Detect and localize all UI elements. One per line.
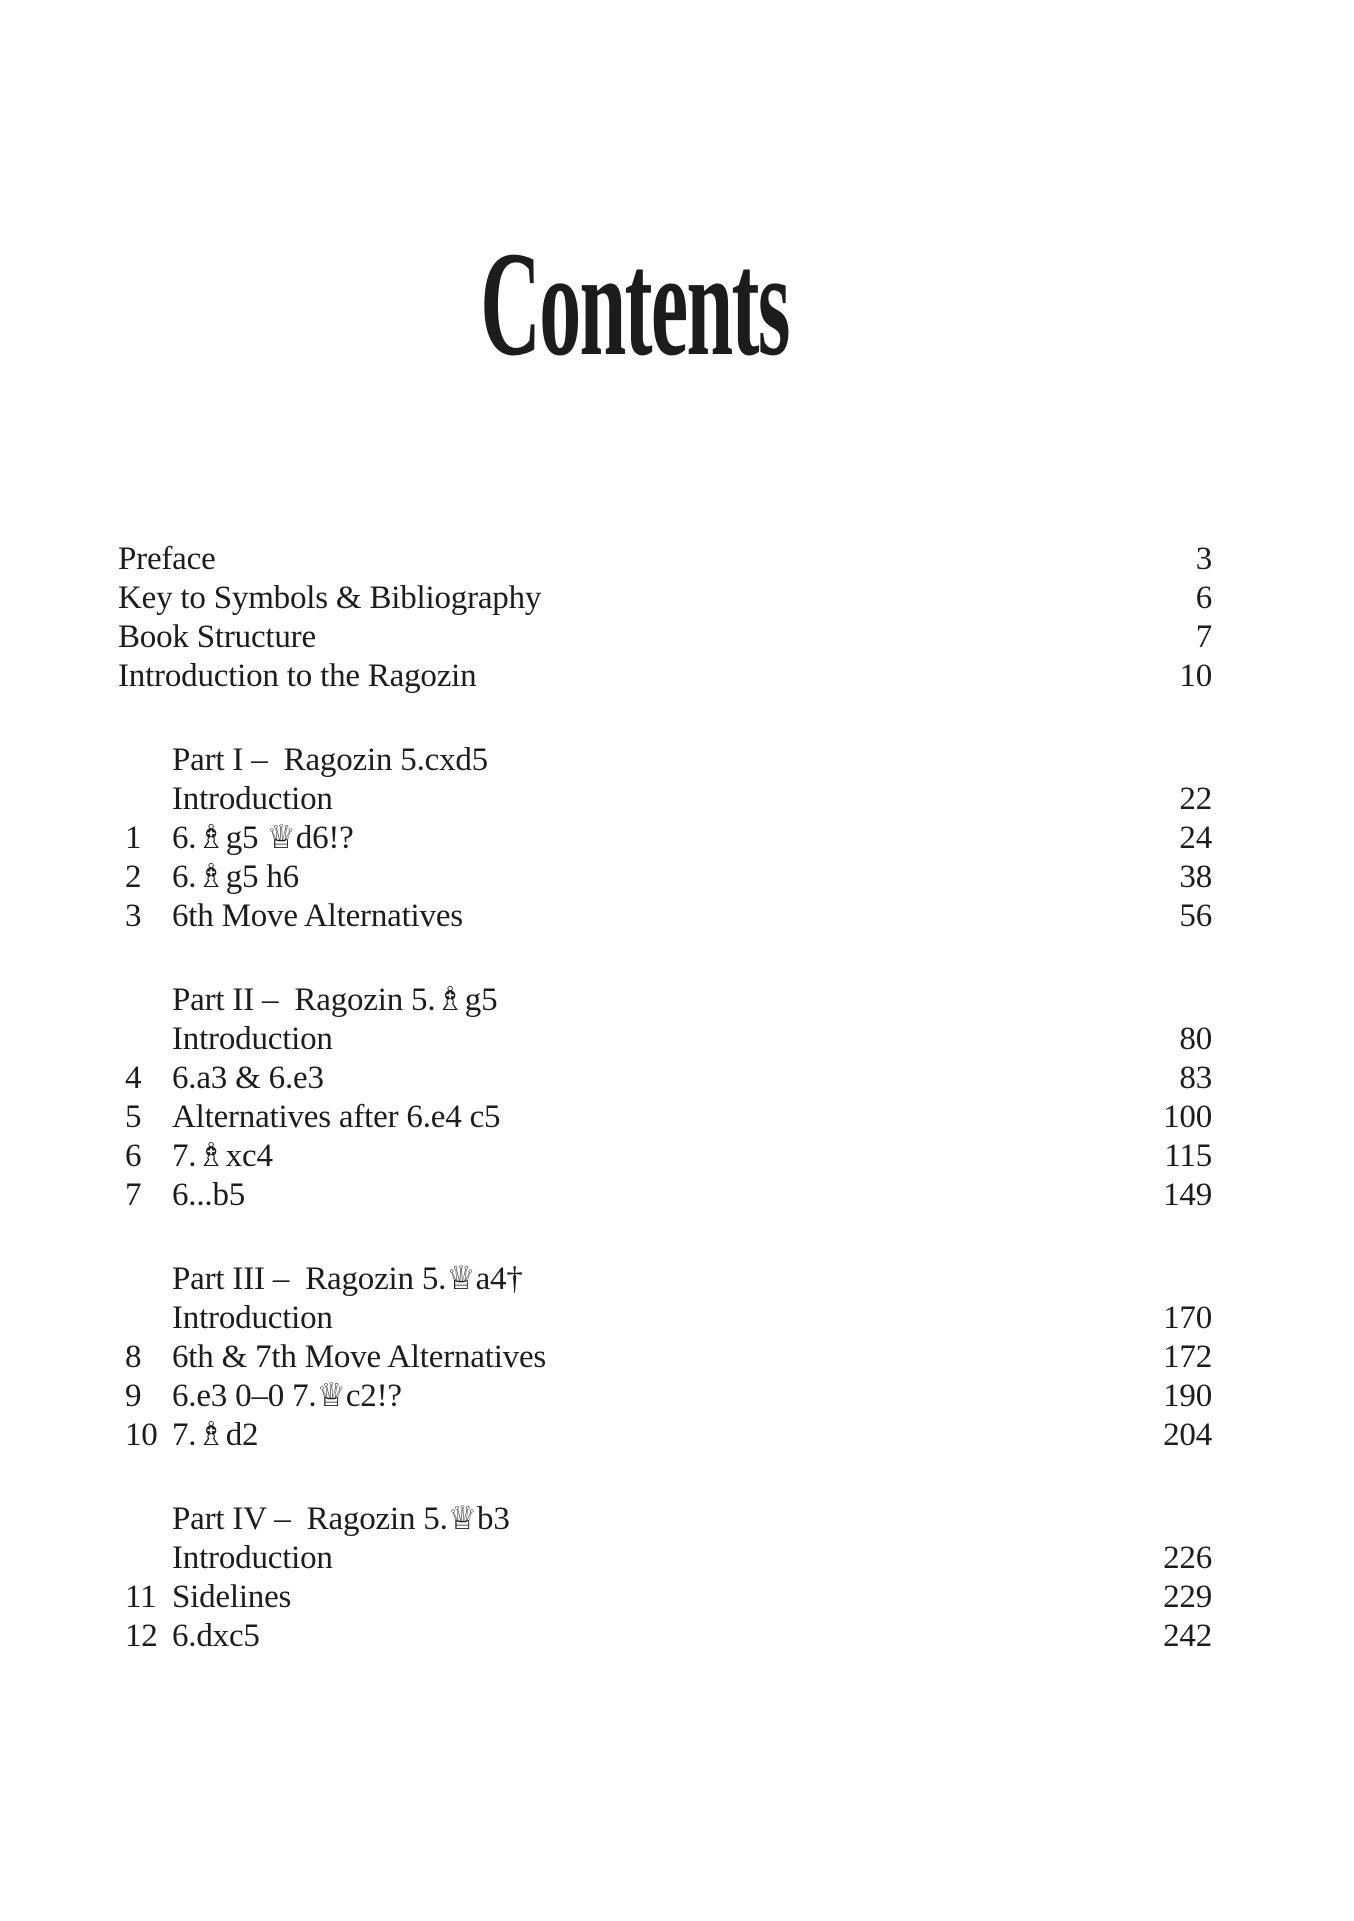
entry-title: 6th & 7th Move Alternatives: [172, 1339, 547, 1375]
entry-title: Sidelines: [172, 1579, 292, 1615]
part-heading-text: Part IV – Ragozin 5.♕b3: [172, 1501, 510, 1537]
entry-page: 242: [1163, 1618, 1212, 1654]
toc-entry: [118, 819, 1212, 858]
entry-page: 56: [1179, 898, 1212, 934]
entry-page: 100: [1163, 1099, 1212, 1135]
entry-number: 2: [125, 859, 142, 895]
part-2-section: [118, 981, 1212, 1215]
entry-page: 80: [1179, 1021, 1212, 1057]
entry-page: 172: [1163, 1339, 1212, 1375]
entry-title: Introduction: [172, 781, 333, 817]
entry-page: 38: [1179, 859, 1212, 895]
toc-entry: [118, 1377, 1212, 1416]
entry-number: 6: [125, 1138, 142, 1174]
toc-entry: [118, 657, 1212, 696]
entry-page: 6: [1195, 580, 1212, 616]
entry-title: 6.e3 0–0 7.♕c2!?: [172, 1378, 402, 1414]
part-4-section: [118, 1500, 1212, 1656]
entry-title: 6...b5: [172, 1177, 246, 1213]
front-matter: [118, 540, 1212, 696]
entry-title: Introduction to the Ragozin: [118, 658, 477, 694]
part-3-section: [118, 1260, 1212, 1455]
entry-page: 24: [1179, 820, 1212, 856]
entry-number: 9: [125, 1378, 142, 1414]
toc-entry: [118, 1617, 1212, 1656]
entry-title: Introduction: [172, 1021, 333, 1057]
toc-entry: [118, 540, 1212, 579]
entry-number: 5: [125, 1099, 142, 1135]
entry-title: 7.♗d2: [172, 1417, 259, 1453]
toc-entry: [118, 1299, 1212, 1338]
entry-number: 4: [125, 1060, 142, 1096]
entry-title: 6.♗g5 ♕d6!?: [172, 820, 354, 856]
toc-entry: [118, 1176, 1212, 1215]
toc-entry: [118, 858, 1212, 897]
entry-number: 7: [125, 1177, 142, 1213]
entry-number: 11: [125, 1579, 157, 1615]
entry-page: 83: [1179, 1060, 1212, 1096]
contents-title: [118, 220, 1152, 387]
entry-page: 10: [1179, 658, 1212, 694]
entry-page: 149: [1163, 1177, 1212, 1213]
toc-entry: [118, 1020, 1212, 1059]
entry-title: 6.dxc5: [172, 1618, 260, 1654]
entry-page: 22: [1179, 781, 1212, 817]
toc-entry: [118, 897, 1212, 936]
toc-entry: [118, 1137, 1212, 1176]
entry-title: Alternatives after 6.e4 c5: [172, 1099, 501, 1135]
entry-page: 170: [1163, 1300, 1212, 1336]
entry-title: Book Structure: [118, 619, 316, 655]
entry-page: 190: [1163, 1378, 1212, 1414]
entry-page: 3: [1195, 541, 1212, 577]
toc-entry: [118, 1338, 1212, 1377]
contents-title-text: Contents: [480, 220, 790, 387]
toc-entry: [118, 1416, 1212, 1455]
entry-number: 1: [125, 820, 142, 856]
entry-number: 3: [125, 898, 142, 934]
entry-number: 12: [125, 1618, 158, 1654]
part-heading: [118, 1500, 1212, 1539]
toc-entry: [118, 1578, 1212, 1617]
toc-entry: [118, 780, 1212, 819]
toc-entry: [118, 618, 1212, 657]
entry-page: 115: [1164, 1138, 1212, 1174]
part-1-section: [118, 741, 1212, 936]
entry-title: 6.a3 & 6.e3: [172, 1060, 324, 1096]
entry-page: 7: [1195, 619, 1212, 655]
toc-entry: [118, 579, 1212, 618]
entry-page: 226: [1163, 1540, 1212, 1576]
part-heading: [118, 741, 1212, 780]
entry-page: 229: [1163, 1579, 1212, 1615]
part-heading: [118, 981, 1212, 1020]
part-heading-text: Part II – Ragozin 5.♗g5: [172, 982, 498, 1018]
part-heading-text: Part III – Ragozin 5.♕a4†: [172, 1261, 523, 1297]
entry-title: 6th Move Alternatives: [172, 898, 463, 934]
entry-title: Preface: [118, 541, 216, 577]
entry-title: Introduction: [172, 1300, 333, 1336]
toc-entry: [118, 1098, 1212, 1137]
toc-entry: [118, 1539, 1212, 1578]
entry-title: Introduction: [172, 1540, 333, 1576]
part-heading: [118, 1260, 1212, 1299]
entry-page: 204: [1163, 1417, 1212, 1453]
entry-title: 6.♗g5 h6: [172, 859, 299, 895]
entry-title: Key to Symbols & Bibliography: [118, 580, 542, 616]
entry-title: 7.♗xc4: [172, 1138, 273, 1174]
table-of-contents: [118, 540, 1212, 1656]
toc-entry: [118, 1059, 1212, 1098]
entry-number: 8: [125, 1339, 142, 1375]
part-heading-text: Part I – Ragozin 5.cxd5: [172, 742, 488, 778]
entry-number: 10: [125, 1417, 158, 1453]
